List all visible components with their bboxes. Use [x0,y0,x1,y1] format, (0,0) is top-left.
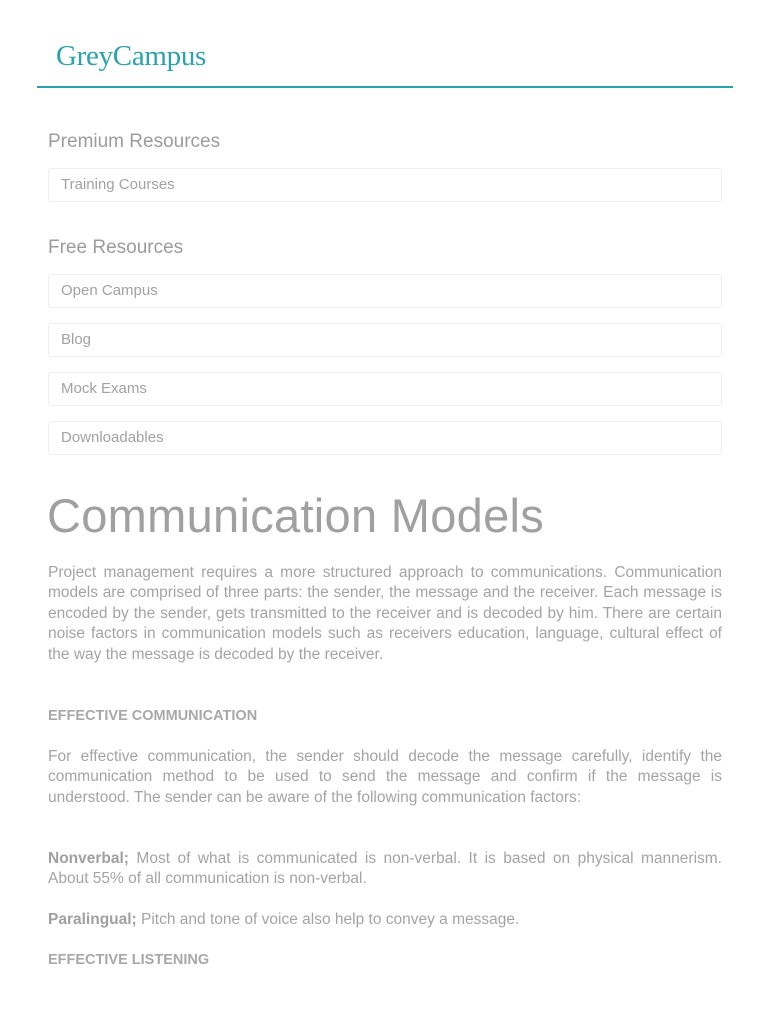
resource-mock-exams[interactable]: Mock Exams [48,372,722,406]
free-resources-title: Free Resources [48,237,184,258]
effective-communication-paragraph: For effective communication, the sender should decode the message carefully, identify the communication method to be used to send the message and confirm if the message is understood. The sender can be aware of the following communication factors: [48,748,722,806]
resource-downloadables[interactable]: Downloadables [48,421,722,455]
paralingual-paragraph [48,910,722,930]
page-title: Communication Models [47,489,545,542]
effective-communication-heading: EFFECTIVE COMMUNICATION [48,708,258,724]
nonverbal-paragraph [48,849,722,890]
site-header [37,0,733,88]
premium-resources-title: Premium Resources [48,131,221,152]
paralingual-text: Pitch and tone of voice also help to convey a message. [136,911,520,928]
greycampus-logo[interactable]: GreyCampus [56,40,207,72]
resource-training-courses[interactable]: Training Courses [48,168,722,202]
paralingual-label: Paralingual; [48,911,137,928]
resource-open-campus[interactable]: Open Campus [48,274,722,308]
nonverbal-text: Most of what is communicated is non-verbal. It is based on physical mannerism. About 55% of all communication is non-verbal. [48,850,722,888]
effective-listening-heading: EFFECTIVE LISTENING [48,952,210,968]
intro-paragraph: Project management requires a more structured approach to communications. Communication models are comprised of three parts: the sender, the message and the receiver. Each message is encoded by the sender, gets transmitted to the receiver and is decoded by him. There are certain noise factors in communication models such as receivers education, language, cultural effect of the way the message is decoded by the receiver. [48,564,722,663]
resource-blog[interactable]: Blog [48,323,722,357]
nonverbal-label: Nonverbal; [48,850,129,867]
